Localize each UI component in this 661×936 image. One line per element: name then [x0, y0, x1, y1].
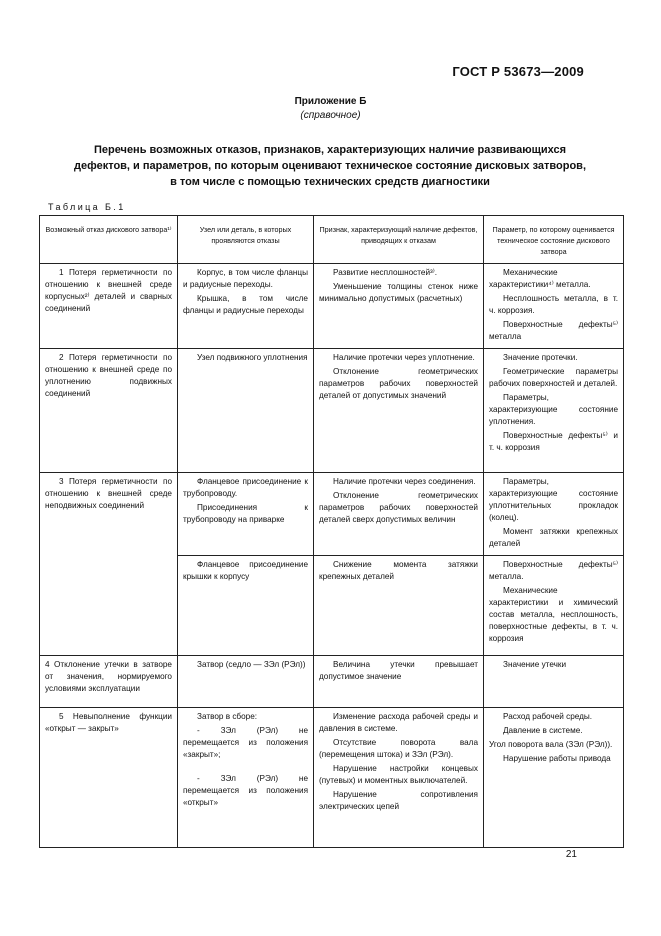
column-header-failure: Возможный отказ дискового затвора¹⁾ [40, 216, 178, 264]
cell-text: Развитие несплошностей³⁾. [333, 268, 438, 277]
table-header-row [40, 216, 624, 264]
appendix-title: Приложение Б [294, 96, 367, 107]
cell-text: Момент затяжки крепежных деталей [489, 527, 618, 548]
sign-cell [314, 556, 484, 656]
cell-text: Затвор в сборе: [197, 712, 258, 721]
failures-table [39, 215, 624, 848]
cell-text: - ЗЭл (РЭл) не перемещается из положения «закрыт»; [183, 726, 308, 759]
cell-text: Величина утечки превышает допустимое значение [319, 660, 478, 681]
cell-text: Значение утечки [503, 660, 567, 669]
cell-text: Поверхностные дефекты⁵⁾ металла [489, 320, 618, 341]
cell-text: Параметры, характеризующие состояние уплотнительных прокладок (колец). [489, 477, 618, 522]
cell-text: Наличие протечки через соединения. [333, 477, 476, 486]
column-header-node: Узел или деталь, в которых проявляются отказы [178, 216, 314, 264]
cell-text: 1 Потеря герметичности по отношению к внешней среде корпусных²⁾ деталей и сварных соединений [45, 268, 172, 313]
cell-text: 3 Потеря герметичности по отношению к внешней среде неподвижных соединений [45, 477, 172, 510]
failure-cell [40, 656, 178, 708]
cell-text: Затвор (седло — ЗЭл (РЭл)) [197, 660, 306, 669]
cell-text: 4 Отклонение утечки в затворе от значения, нормируемого условиями эксплуатации [45, 660, 172, 693]
parameter-cell [484, 349, 624, 473]
failure-cell [40, 264, 178, 349]
sign-cell [314, 473, 484, 556]
sign-cell [314, 656, 484, 708]
table-row [40, 349, 624, 473]
sign-cell [314, 349, 484, 473]
node-cell [178, 556, 314, 656]
cell-text: Фланцевое присоединение к трубопроводу. [183, 477, 308, 498]
cell-text: Изменение расхода рабочей среды и давления в системе. [319, 712, 478, 733]
cell-text: Наличие протечки через уплотнение. [333, 353, 475, 362]
sign-cell [314, 264, 484, 349]
cell-text: Давление в системе. [503, 726, 583, 735]
cell-text: Угол поворота вала (ЗЭл (РЭл)). [489, 740, 613, 749]
spacer [183, 763, 308, 773]
heading-line: дефектов, и параметров, по которым оценивают техническое состояние дисковых затворов, [74, 160, 586, 172]
cell-text: Поверхностные дефекты⁵⁾ металла. [489, 560, 618, 581]
cell-text: Поверхностные дефекты⁵⁾ и т. ч. коррозия [489, 431, 618, 452]
table-row [40, 656, 624, 708]
document-heading [40, 142, 620, 190]
parameter-cell [484, 656, 624, 708]
cell-text: Значение протечки. [503, 353, 578, 362]
cell-text: Корпус, в том числе фланцы и радиусные переходы. [183, 268, 308, 289]
cell-text: Нарушение работы привода [503, 754, 611, 763]
table-row [40, 708, 624, 848]
parameter-cell [484, 556, 624, 656]
cell-text: Механические характеристики⁴⁾ металла. [489, 268, 591, 289]
cell-text: Отсутствие поворота вала (перемещения штока) и ЗЭл (РЭл). [319, 738, 478, 759]
appendix-note: (справочное) [300, 110, 361, 121]
parameter-cell [484, 473, 624, 556]
node-cell [178, 708, 314, 848]
cell-text: Отклонение геометрических параметров рабочих поверхностей деталей от допустимых значений [319, 367, 478, 400]
cell-text: 5 Невыполнение функции «открыт — закрыт» [45, 712, 172, 733]
cell-text: Механические характеристики и химический состав металла, несплошность, поверхностные дефекты, в т. ч. коррозия [489, 586, 618, 643]
parameter-cell [484, 264, 624, 349]
table-caption: Таблица Б.1 [48, 202, 126, 212]
sign-cell [314, 708, 484, 848]
table-row [40, 473, 624, 556]
cell-text: Отклонение геометрических параметров рабочих поверхностей деталей сверх допустимых величин [319, 491, 478, 524]
cell-text: Несплошность металла, в т. ч. коррозия. [489, 294, 618, 315]
cell-text: Крышка, в том числе фланцы и радиусные переходы [183, 294, 308, 315]
heading-line: Перечень возможных отказов, признаков, характеризующих наличие развивающихся [93, 144, 567, 156]
node-cell [178, 349, 314, 473]
heading-line: в том числе с помощью технических средств диагностики [170, 176, 490, 188]
parameter-cell [484, 708, 624, 848]
cell-text: Снижение момента затяжки крепежных деталей [319, 560, 478, 581]
node-cell [178, 264, 314, 349]
appendix-block [0, 95, 661, 123]
cell-text: - ЗЭл (РЭл) не перемещается из положения «открыт» [183, 774, 308, 807]
cell-text: Нарушение сопротивления электрических цепей [319, 790, 478, 811]
failure-cell [40, 708, 178, 848]
cell-text: Геометрические параметры рабочих поверхностей и деталей. [489, 367, 618, 388]
page-number: 21 [565, 849, 577, 860]
column-header-sign: Признак, характеризующий наличие дефектов, приводящих к отказам [314, 216, 484, 264]
column-header-parameter: Параметр, по которому оценивается техническое состояние дискового затвора [484, 216, 624, 264]
failure-cell [40, 473, 178, 656]
standard-number: ГОСТ Р 53673—2009 [452, 64, 584, 79]
cell-text: 2 Потеря герметичности по отношению к внешней среде по уплотнению подвижных соединений [45, 353, 172, 398]
cell-text: Параметры, характеризующие состояние уплотнения. [489, 393, 618, 426]
cell-text: Узел подвижного уплотнения [197, 353, 308, 362]
table-row [40, 264, 624, 349]
cell-text: Расход рабочей среды. [503, 712, 593, 721]
node-cell [178, 656, 314, 708]
cell-text: Нарушение настройки концевых (путевых) и моментных выключателей. [319, 764, 478, 785]
cell-text: Уменьшение толщины стенок ниже минимально допустимых (расчетных) [319, 282, 478, 303]
failure-cell [40, 349, 178, 473]
cell-text: Присоединения к трубопроводу на приварке [183, 503, 308, 524]
node-cell [178, 473, 314, 556]
cell-text: Фланцевое присоединение крышки к корпусу [183, 560, 308, 581]
